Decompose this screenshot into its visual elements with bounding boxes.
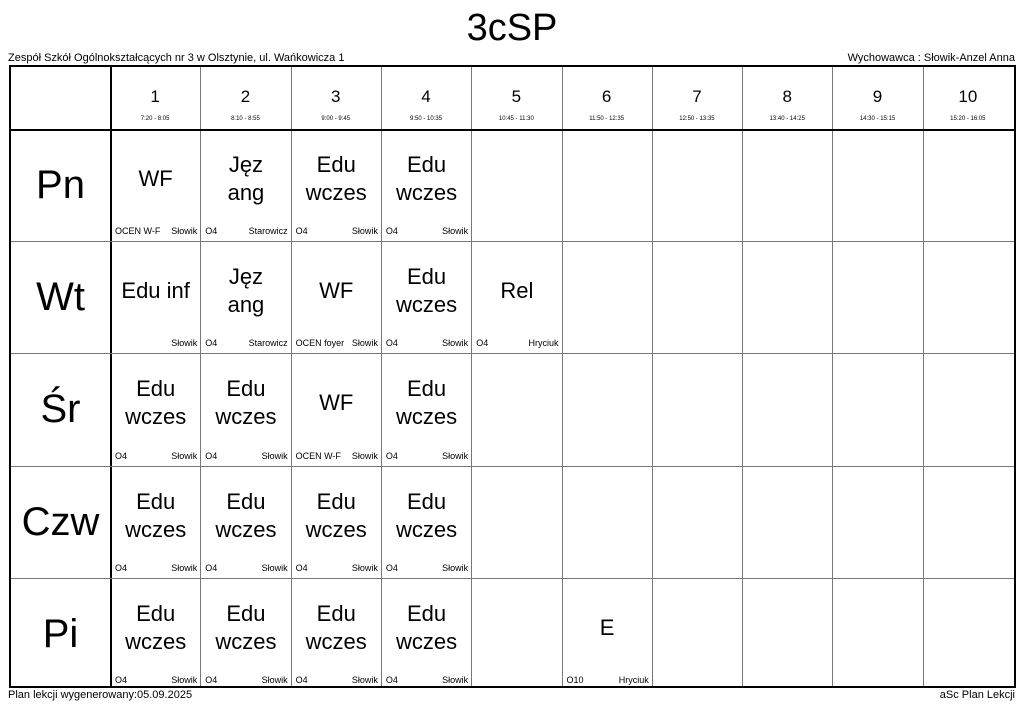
lesson-room: O4	[385, 338, 398, 349]
generated-date: Plan lekcji wygenerowany:05.09.2025	[8, 689, 193, 701]
lesson-room: O4	[295, 674, 308, 685]
lesson-subject	[292, 593, 381, 663]
lesson-room: OCEN W-F	[115, 226, 161, 237]
period-time: 15:20 - 16:05	[950, 116, 986, 122]
period-number: 9	[872, 87, 883, 106]
period-header	[562, 67, 652, 129]
lesson-teacher: Słowik	[171, 450, 198, 461]
lesson-subject-text: Edu wczes	[395, 488, 458, 542]
lesson-room: O4	[385, 450, 398, 461]
lesson-cell[interactable]	[292, 579, 381, 690]
lesson-subject-text: Edu wczes	[395, 264, 458, 318]
period-time: 14:30 - 15:15	[859, 116, 896, 122]
lesson-cell[interactable]	[382, 354, 471, 465]
period-number: 5	[511, 87, 522, 106]
period-number: 2	[240, 87, 251, 106]
period-time: 13:40 - 14:25	[769, 116, 805, 122]
period-number: 10	[958, 87, 978, 106]
lesson-cell[interactable]	[472, 242, 561, 353]
lesson-cell[interactable]	[382, 467, 471, 578]
period-header	[742, 67, 832, 129]
lesson-subject	[111, 481, 200, 551]
lesson-cell[interactable]	[292, 467, 381, 578]
lesson-room: O4	[205, 674, 218, 685]
lesson-subject-text: Edu wczes	[215, 600, 277, 654]
period-header	[200, 67, 290, 129]
lesson-room: O4	[385, 226, 398, 237]
lesson-subject-text: Edu wczes	[215, 488, 277, 542]
lesson-cell[interactable]	[111, 130, 200, 241]
lesson-subject-text: Edu wczes	[305, 600, 367, 654]
lesson-room: O4	[295, 562, 308, 573]
lesson-room: OCEN W-F	[295, 450, 341, 461]
lesson-cell[interactable]	[382, 130, 471, 241]
lesson-subject	[292, 144, 381, 214]
lesson-subject	[201, 368, 290, 438]
lesson-teacher: Słowik	[442, 338, 469, 349]
lesson-subject	[111, 256, 200, 326]
lesson-subject	[382, 593, 471, 663]
timetable-grid	[9, 65, 1016, 688]
lesson-subject	[201, 256, 290, 326]
lesson-room: O4	[385, 562, 398, 573]
day-label: Czw	[21, 499, 100, 544]
lesson-subject-text: Edu wczes	[395, 600, 458, 654]
timetable-title: 3cSP	[466, 7, 558, 49]
lesson-subject	[292, 256, 381, 326]
school-name: Zespół Szkół Ogólnokształcących nr 3 w Olsztynie, ul. Wańkowicza 1	[8, 52, 345, 64]
period-header	[923, 67, 1013, 129]
lesson-subject-text: WF	[138, 166, 173, 191]
lesson-subject	[201, 144, 290, 214]
lesson-cell[interactable]	[111, 354, 200, 465]
lesson-teacher: Słowik	[351, 674, 378, 685]
grid-column-line	[742, 67, 743, 686]
lesson-teacher: Hryciuk	[618, 674, 649, 685]
lesson-teacher: Słowik	[442, 226, 469, 237]
lesson-cell[interactable]	[292, 130, 381, 241]
lesson-subject	[201, 481, 290, 551]
lesson-cell[interactable]	[382, 579, 471, 690]
period-header	[471, 67, 561, 129]
lesson-room: O4	[205, 562, 218, 573]
lesson-subject-text: Edu wczes	[395, 152, 458, 205]
period-header	[832, 67, 922, 129]
class-teacher: Wychowawca : Słowik-Anzel Anna	[847, 52, 1015, 64]
lesson-cell[interactable]	[111, 579, 200, 690]
period-header	[291, 67, 381, 129]
lesson-subject	[382, 368, 471, 438]
lesson-cell[interactable]	[382, 242, 471, 353]
period-time: 7:20 - 8:05	[140, 116, 170, 122]
lesson-teacher: Słowik	[442, 562, 469, 573]
lesson-room: O4	[385, 674, 398, 685]
period-number: 3	[331, 87, 341, 106]
period-header	[110, 67, 200, 129]
grid-column-line	[923, 67, 924, 686]
period-time: 10:45 - 11:30	[498, 116, 534, 122]
lesson-teacher: Słowik	[351, 562, 378, 573]
lesson-cell[interactable]	[201, 467, 290, 578]
lesson-subject	[382, 481, 471, 551]
period-header	[652, 67, 742, 129]
lesson-subject-text: Edu wczes	[395, 376, 458, 430]
lesson-teacher: Słowik	[171, 674, 198, 685]
period-number: 6	[601, 87, 612, 106]
lesson-subject-text: Edu wczes	[305, 152, 367, 205]
lesson-teacher: Słowik	[351, 226, 378, 237]
grid-column-line	[652, 67, 653, 686]
software-brand: aSc Plan Lekcji	[939, 689, 1015, 701]
lesson-subject-text: E	[599, 614, 615, 640]
period-time: 9:50 - 10:35	[410, 116, 443, 122]
lesson-cell[interactable]	[201, 354, 290, 465]
lesson-subject-text: Edu wczes	[125, 376, 187, 430]
lesson-room: OCEN foyer	[295, 338, 345, 349]
lesson-subject-text: Edu wczes	[305, 488, 367, 542]
lesson-subject-text: Edu wczes	[215, 376, 277, 430]
lesson-subject	[292, 368, 381, 438]
lesson-room: O4	[115, 674, 128, 685]
lesson-subject-text: Jęz ang	[227, 264, 265, 318]
day-label: Pn	[36, 163, 85, 207]
lesson-room: O4	[295, 226, 308, 237]
lesson-subject	[472, 256, 561, 326]
lesson-subject-text: WF	[319, 278, 354, 304]
lesson-room: O4	[115, 450, 128, 461]
lesson-cell[interactable]	[111, 467, 200, 578]
lesson-subject	[111, 144, 200, 214]
lesson-subject	[382, 144, 471, 214]
lesson-subject-text: Jęz ang	[227, 152, 265, 205]
day-label: Pi	[42, 611, 79, 656]
day-label: Śr	[40, 387, 81, 432]
lesson-teacher: Słowik	[351, 338, 378, 349]
grid-column-line	[832, 67, 833, 686]
lesson-subject-text: Edu wczes	[125, 600, 187, 654]
lesson-subject-text: Edu inf	[121, 278, 190, 304]
lesson-teacher: Słowik	[442, 450, 469, 461]
lesson-room: O10	[566, 674, 584, 685]
lesson-cell[interactable]	[201, 579, 290, 690]
lesson-teacher: Słowik	[261, 450, 288, 461]
lesson-cell[interactable]	[201, 242, 290, 353]
lesson-cell[interactable]	[292, 242, 381, 353]
lesson-teacher: Starowicz	[248, 338, 288, 349]
lesson-teacher: Słowik	[171, 338, 198, 349]
lesson-subject-text: Rel	[500, 278, 534, 304]
grid-column-line	[471, 67, 472, 686]
period-time: 11:50 - 12:35	[589, 116, 625, 122]
period-time: 9:00 - 9:45	[321, 116, 351, 122]
day-label: Wt	[36, 275, 85, 320]
period-number: 4	[421, 87, 431, 106]
period-time: 8:10 - 8:55	[231, 116, 260, 122]
lesson-cell[interactable]	[201, 130, 290, 241]
lesson-room: O4	[205, 226, 218, 237]
lesson-cell[interactable]	[563, 579, 652, 690]
lesson-teacher: Słowik	[171, 226, 198, 237]
lesson-subject-text: Edu wczes	[125, 488, 187, 542]
lesson-room: O4	[205, 450, 218, 461]
lesson-room: O4	[476, 338, 489, 349]
lesson-subject	[382, 256, 471, 326]
lesson-teacher: Słowik	[171, 562, 198, 573]
lesson-subject-text: WF	[319, 390, 354, 416]
lesson-teacher: Słowik	[261, 562, 288, 573]
period-header	[381, 67, 471, 129]
lesson-subject	[201, 593, 290, 663]
lesson-room: O4	[205, 338, 218, 349]
lesson-subject	[111, 593, 200, 663]
period-number: 7	[692, 87, 702, 106]
lesson-room: O4	[115, 562, 128, 573]
lesson-teacher: Hryciuk	[528, 338, 559, 349]
period-number: 1	[150, 87, 160, 106]
lesson-teacher: Słowik	[442, 674, 469, 685]
lesson-teacher: Słowik	[261, 674, 288, 685]
period-time: 12:50 - 13:35	[679, 116, 715, 122]
period-number: 8	[782, 87, 792, 106]
lesson-cell[interactable]	[111, 242, 200, 353]
lesson-subject	[292, 481, 381, 551]
lesson-teacher: Starowicz	[248, 226, 288, 237]
lesson-teacher: Słowik	[351, 450, 378, 461]
lesson-subject	[563, 593, 652, 663]
lesson-subject	[111, 368, 200, 438]
lesson-cell[interactable]	[292, 354, 381, 465]
